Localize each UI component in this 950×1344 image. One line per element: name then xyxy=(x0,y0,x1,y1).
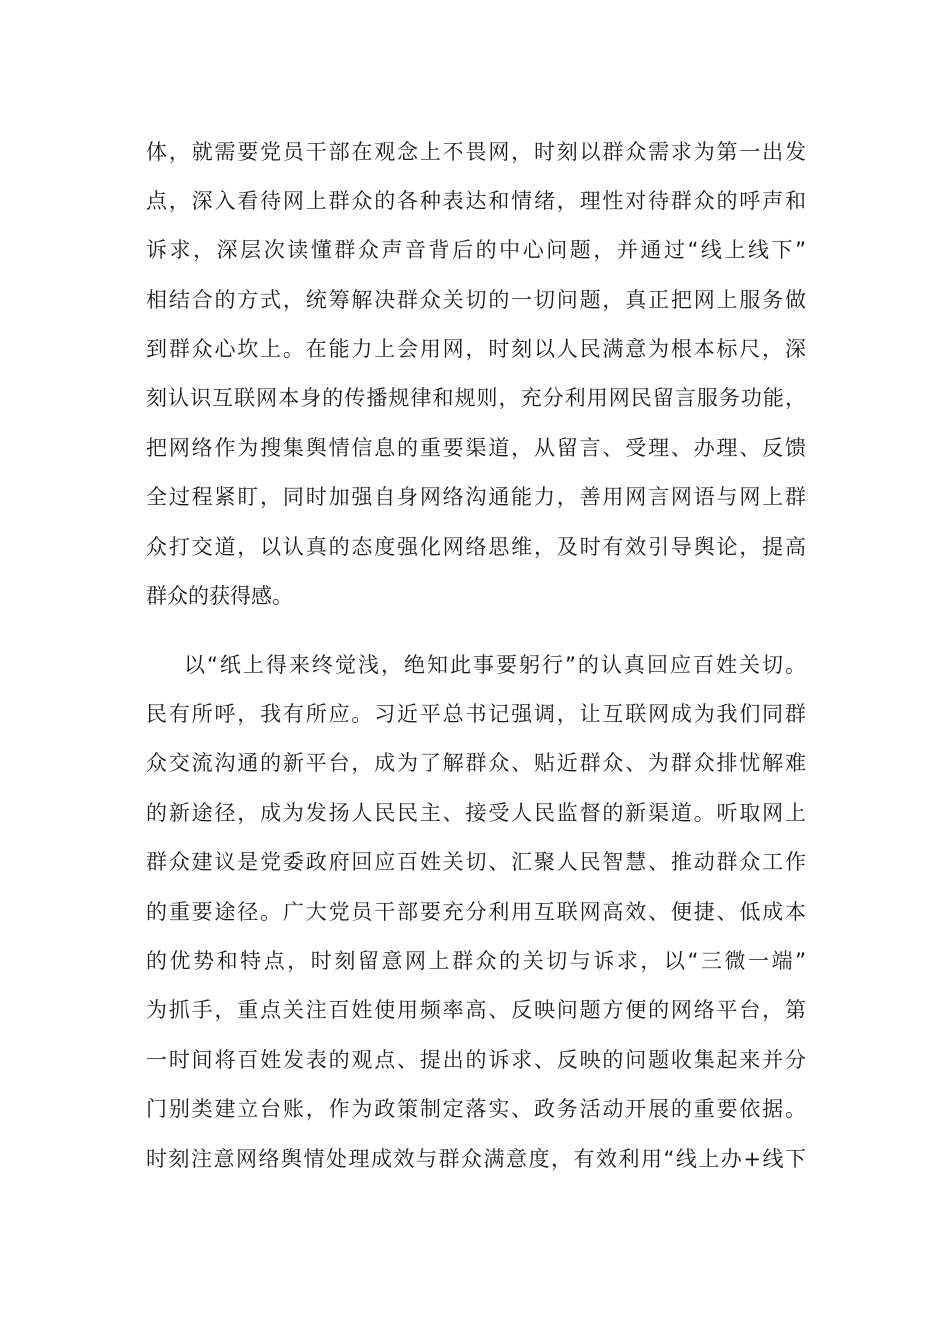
text-line: 群众建议是党委政府回应百姓关切、汇聚人民智慧、推动群众工作 xyxy=(146,850,806,874)
text-line: 一时间将百姓发表的观点、提出的诉求、反映的问题收集起来并分 xyxy=(146,1048,806,1072)
text-line: 体，就需要党员干部在观念上不畏网，时刻以群众需求为第一出发 xyxy=(146,140,806,164)
text-line: 诉求，深层次读懂群众声音背后的中心问题，并通过“线上线下” xyxy=(146,238,806,262)
text-line: 全过程紧盯，同时加强自身网络沟通能力，善用网言网语与网上群 xyxy=(146,485,806,509)
text-line: 相结合的方式，统筹解决群众关切的一切问题，真正把网上服务做 xyxy=(146,288,806,312)
text-line: 点，深入看待网上群众的各种表达和情绪，理性对待群众的呼声和 xyxy=(146,189,806,213)
text-line: 众交流沟通的新平台，成为了解群众、贴近群众、为群众排忧解难 xyxy=(146,751,806,775)
text-line: 门别类建立台账，作为政策制定落实、政务活动开展的重要依据。 xyxy=(146,1097,806,1121)
text-line: 的优势和特点，时刻留意网上群众的关切与诉求，以“三微一端” xyxy=(146,949,806,973)
text-line: 刻认识互联网本身的传播规律和规则，充分利用网民留言服务功能， xyxy=(146,386,806,410)
text-line: 到群众心坎上。在能力上会用网，时刻以人民满意为根本标尺，深 xyxy=(146,337,806,361)
text-line: 把网络作为搜集舆情信息的重要渠道，从留言、受理、办理、反馈 xyxy=(146,436,806,460)
text-line: 的新途径，成为发扬人民民主、接受人民监督的新渠道。听取网上 xyxy=(146,801,806,825)
text-line: 众打交道，以认真的态度强化网络思维，及时有效引导舆论，提高 xyxy=(146,535,806,559)
text-line: 以“纸上得来终觉浅，绝知此事要躬行”的认真回应百姓关切。 xyxy=(184,653,806,677)
text-line: 的重要途径。广大党员干部要充分利用互联网高效、便捷、低成本 xyxy=(146,900,806,924)
text-line: 群众的获得感。 xyxy=(146,584,293,608)
text-line: 民有所呼，我有所应。习近平总书记强调，让互联网成为我们同群 xyxy=(146,702,806,726)
text-line: 为抓手，重点关注百姓使用频率高、反映问题方便的网络平台，第 xyxy=(146,998,806,1022)
text-line: 时刻注意网络舆情处理成效与群众满意度，有效利用“线上办+线下 xyxy=(146,1147,806,1171)
